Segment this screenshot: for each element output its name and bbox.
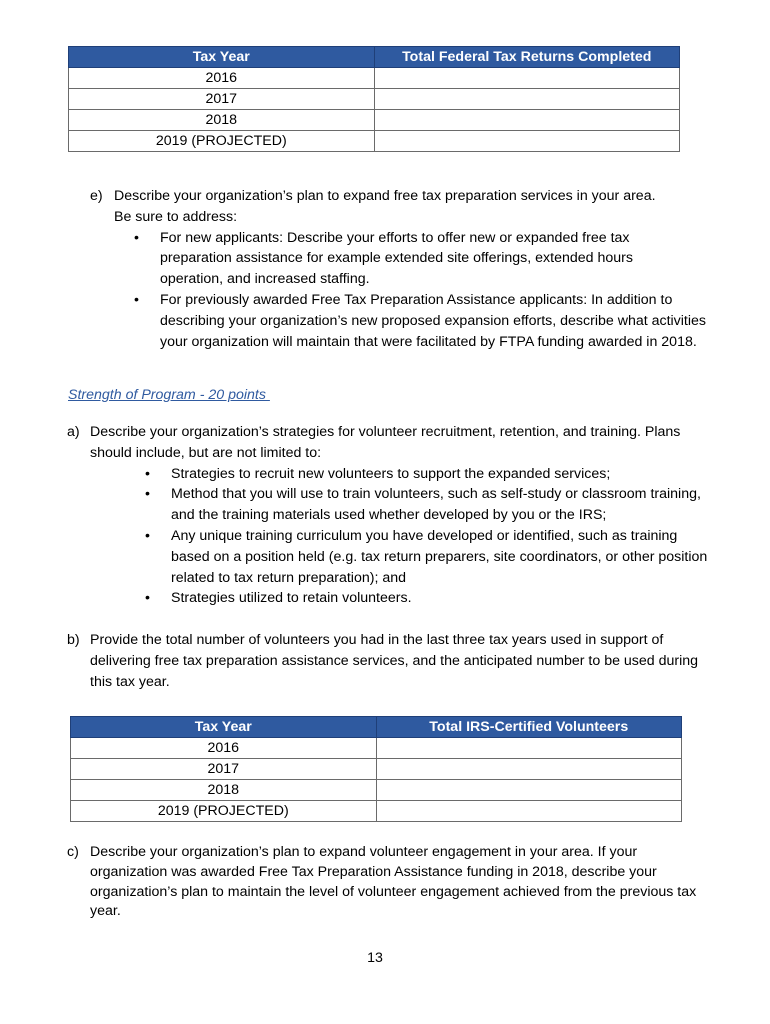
tax-returns-table — [68, 46, 680, 152]
tax-year-header: Tax Year — [69, 47, 375, 68]
table-row — [69, 89, 680, 110]
table-row — [71, 759, 682, 780]
list-item — [145, 526, 711, 588]
bullet-icon: • — [134, 291, 139, 308]
bullet-icon: • — [145, 527, 150, 544]
table-row — [69, 110, 680, 131]
table-row — [69, 131, 680, 152]
tax-year-cell: 2019 (PROJECTED) — [71, 801, 377, 822]
bullet-text: Strategies to recruit new volunteers to support the expanded services; — [171, 465, 611, 482]
tax-year-cell: 2017 — [69, 89, 375, 110]
returns-value-cell[interactable] — [374, 131, 679, 152]
table-row — [71, 738, 682, 759]
volunteers-table — [70, 716, 682, 822]
bullet-text: Any unique training curriculum you have developed or identified, such as training based on a position held (e.g. tax return preparers, site coordinators, or other position related to tax return preparation); and — [171, 527, 708, 586]
volunteers-value-cell[interactable] — [376, 801, 681, 822]
section-e-marker: e) — [90, 188, 103, 204]
tax-year-header: Tax Year — [71, 717, 377, 738]
tax-year-cell: 2018 — [69, 110, 375, 131]
tax-year-cell: 2019 (PROJECTED) — [69, 131, 375, 152]
section-b-marker: b) — [67, 632, 80, 648]
tax-year-cell: 2018 — [71, 780, 377, 801]
section-c-marker: c) — [67, 844, 79, 860]
section-a-text: Describe your organization’s strategies for volunteer recruitment, retention, and training. Plans should include, but are not limited to: — [90, 424, 681, 461]
returns-value-cell[interactable] — [374, 68, 679, 89]
bullet-icon: • — [145, 486, 150, 503]
bullet-text: Strategies utilized to retain volunteers. — [171, 590, 412, 607]
section-a-bullet-list — [145, 464, 727, 610]
list-item — [145, 588, 711, 609]
bullet-icon: • — [145, 590, 150, 607]
list-item — [145, 464, 715, 485]
volunteers-value-cell[interactable] — [376, 759, 681, 780]
page-number: 13 — [367, 950, 383, 966]
section-e-intro-line1: Describe your organization’s plan to expand free tax preparation services in your area. — [114, 188, 656, 204]
returns-value-cell[interactable] — [374, 110, 679, 131]
list-item — [145, 484, 701, 526]
section-c-text: Describe your organization’s plan to expand volunteer engagement in your area. If your organization was awarded Free Tax Preparation Assistance funding in 2018, describe your organization’s plan to maintain the level of volunteer engagement achieved from the previous tax year. — [90, 844, 697, 920]
bullet-icon: • — [145, 465, 150, 482]
bullet-text: Method that you will use to train volunteers, such as self-study or classroom training, and the training materials used whether developed by you or the IRS; — [171, 486, 701, 524]
tax-year-cell: 2016 — [69, 68, 375, 89]
section-b-text: Provide the total number of volunteers you had in the last three tax years used in support of delivering free tax preparation assistance services, and the anticipated number to be used during this tax year. — [90, 632, 699, 690]
section-a-marker: a) — [67, 424, 80, 440]
section-c — [67, 843, 727, 922]
total-volunteers-header: Total IRS-Certified Volunteers — [376, 717, 681, 738]
section-b — [67, 630, 727, 692]
total-returns-header: Total Federal Tax Returns Completed — [374, 47, 679, 68]
bullet-text: For new applicants: Describe your efforts to offer new or expanded free tax preparation assistance for example extended site offerings, extended hours operation, and increased staffing. — [160, 229, 633, 288]
tax-year-cell: 2017 — [71, 759, 377, 780]
table-header-row — [69, 47, 680, 68]
table-row — [69, 68, 680, 89]
tax-year-cell: 2016 — [71, 738, 377, 759]
list-item — [134, 290, 730, 352]
section-e-bullet-list — [134, 228, 730, 353]
section-e — [90, 186, 730, 352]
table-row — [71, 801, 682, 822]
table-header-row — [71, 717, 682, 738]
list-item — [134, 228, 688, 290]
strength-of-program-heading: Strength of Program - 20 points — [68, 387, 270, 403]
bullet-icon: • — [134, 229, 139, 246]
bullet-text: For previously awarded Free Tax Preparation Assistance applicants: In addition to describing your organization’s new proposed expansion efforts, describe what activities your organization will maintain that were facilitated by FTPA funding awarded in 2018. — [160, 291, 707, 350]
volunteers-value-cell[interactable] — [376, 738, 681, 759]
section-e-intro-line2: Be sure to address: — [114, 208, 238, 225]
returns-value-cell[interactable] — [374, 89, 679, 110]
volunteers-value-cell[interactable] — [376, 780, 681, 801]
section-a — [67, 422, 727, 609]
table-row — [71, 780, 682, 801]
